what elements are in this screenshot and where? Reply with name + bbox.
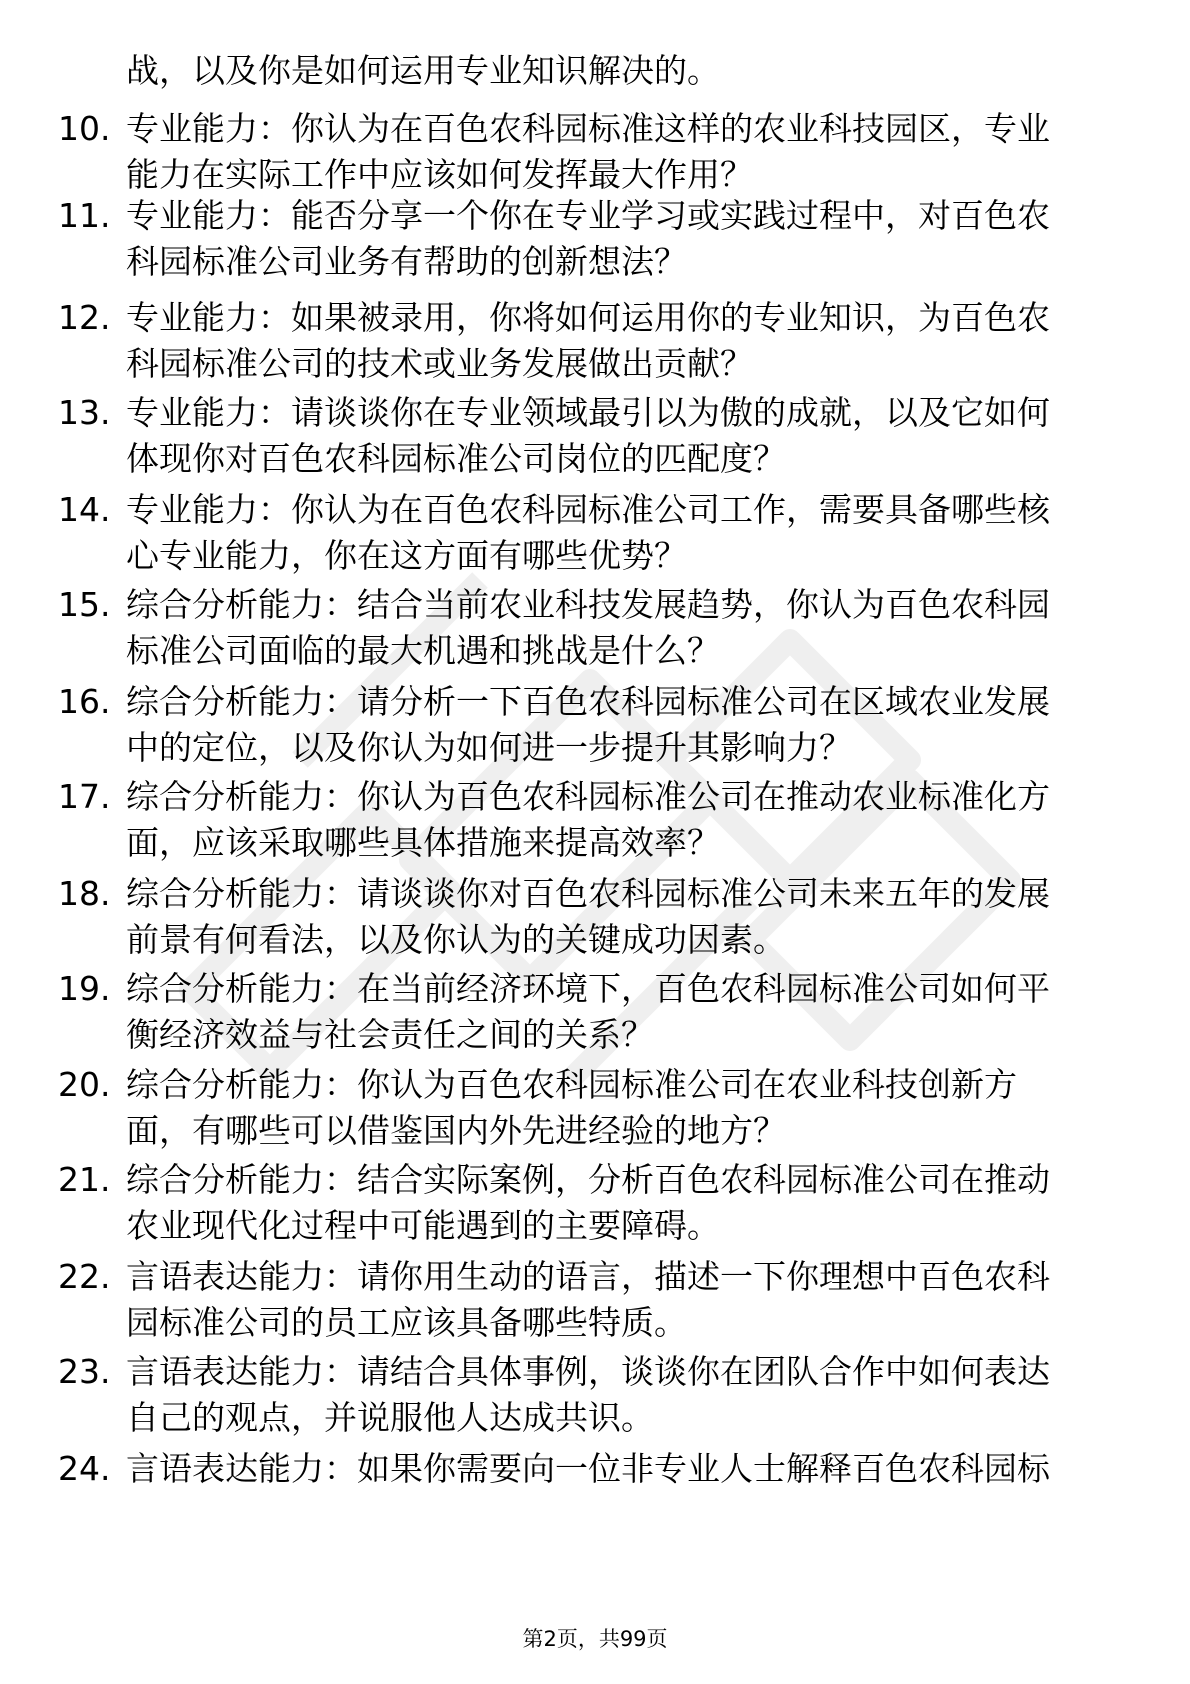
question-item — [0, 1446, 1190, 1542]
question-text-line: 言语表达能力：请结合具体事例，谈谈你在团队合作中如何表达 — [126, 1352, 1050, 1391]
question-text-line: 标准公司面临的最大机遇和挑战是什么？ — [126, 631, 720, 670]
question-text-line: 专业能力：能否分享一个你在专业学习或实践过程中，对百色农 — [126, 196, 1050, 235]
question-item — [0, 487, 1190, 583]
question-number: 14. — [58, 490, 111, 529]
question-item — [0, 582, 1190, 678]
question-text-line: 能力在实际工作中应该如何发挥最大作用？ — [126, 155, 753, 194]
question-number: 15. — [58, 585, 111, 624]
question-item — [0, 871, 1190, 967]
question-text-line: 科园标准公司的技术或业务发展做出贡献？ — [126, 344, 753, 383]
question-number: 21. — [58, 1160, 111, 1199]
question-text-line: 体现你对百色农科园标准公司岗位的匹配度？ — [126, 439, 786, 478]
question-item — [0, 679, 1190, 775]
question-text-line: 言语表达能力：请你用生动的语言，描述一下你理想中百色农科 — [126, 1257, 1050, 1296]
question-text-line: 综合分析能力：你认为百色农科园标准公司在推动农业标准化方 — [126, 777, 1050, 816]
question-text-line: 综合分析能力：请分析一下百色农科园标准公司在区域农业发展 — [126, 682, 1050, 721]
question-item — [0, 1254, 1190, 1350]
question-item — [0, 1062, 1190, 1158]
question-item — [0, 966, 1190, 1062]
question-number: 13. — [58, 393, 111, 432]
question-text-line: 综合分析能力：在当前经济环境下，百色农科园标准公司如何平 — [126, 969, 1050, 1008]
question-item — [0, 193, 1190, 289]
question-text-line: 综合分析能力：请谈谈你对百色农科园标准公司未来五年的发展 — [126, 874, 1050, 913]
question-text-line: 专业能力：请谈谈你在专业领域最引以为傲的成就，以及它如何 — [126, 393, 1050, 432]
question-number: 18. — [58, 874, 111, 913]
question-number: 24. — [58, 1449, 111, 1488]
question-text-line: 综合分析能力：你认为百色农科园标准公司在农业科技创新方 — [126, 1065, 1017, 1104]
question-text-line: 言语表达能力：如果你需要向一位非专业人士解释百色农科园标 — [126, 1449, 1050, 1488]
continuation-text: 战，以及你是如何运用专业知识解决的。 — [126, 51, 720, 90]
question-text-line: 科园标准公司业务有帮助的创新想法？ — [126, 242, 687, 281]
question-text-line: 农业现代化过程中可能遇到的主要障碍。 — [126, 1206, 720, 1245]
question-number: 17. — [58, 777, 111, 816]
question-text-line: 面，应该采取哪些具体措施来提高效率？ — [126, 823, 720, 862]
question-text-line: 衡经济效益与社会责任之间的关系？ — [126, 1015, 654, 1054]
question-number: 12. — [58, 298, 111, 337]
question-item — [0, 1349, 1190, 1445]
question-item — [0, 295, 1190, 391]
question-text-line: 心专业能力，你在这方面有哪些优势？ — [126, 536, 687, 575]
question-number: 11. — [58, 196, 111, 235]
question-text-line: 综合分析能力：结合实际案例，分析百色农科园标准公司在推动 — [126, 1160, 1050, 1199]
question-item — [0, 774, 1190, 870]
question-text-line: 专业能力：如果被录用，你将如何运用你的专业知识，为百色农 — [126, 298, 1050, 337]
question-text-line: 前景有何看法，以及你认为的关键成功因素。 — [126, 920, 786, 959]
question-number: 23. — [58, 1352, 111, 1391]
question-text-line: 专业能力：你认为在百色农科园标准公司工作，需要具备哪些核 — [126, 490, 1050, 529]
question-number: 19. — [58, 969, 111, 1008]
question-number: 20. — [58, 1065, 111, 1104]
question-text-line: 中的定位，以及你认为如何进一步提升其影响力？ — [126, 728, 852, 767]
question-item — [0, 390, 1190, 486]
question-text-line: 专业能力：你认为在百色农科园标准这样的农业科技园区，专业 — [126, 109, 1050, 148]
question-item — [0, 1157, 1190, 1253]
page-footer: 第2页，共99页 — [522, 1627, 668, 1651]
question-number: 22. — [58, 1257, 111, 1296]
question-number: 10. — [58, 109, 111, 148]
question-text-line: 自己的观点，并说服他人达成共识。 — [126, 1398, 654, 1437]
question-number: 16. — [58, 682, 111, 721]
question-text-line: 面，有哪些可以借鉴国内外先进经验的地方？ — [126, 1111, 786, 1150]
question-item — [0, 106, 1190, 202]
question-text-line: 园标准公司的员工应该具备哪些特质。 — [126, 1303, 687, 1342]
question-text-line: 综合分析能力：结合当前农业科技发展趋势，你认为百色农科园 — [126, 585, 1050, 624]
